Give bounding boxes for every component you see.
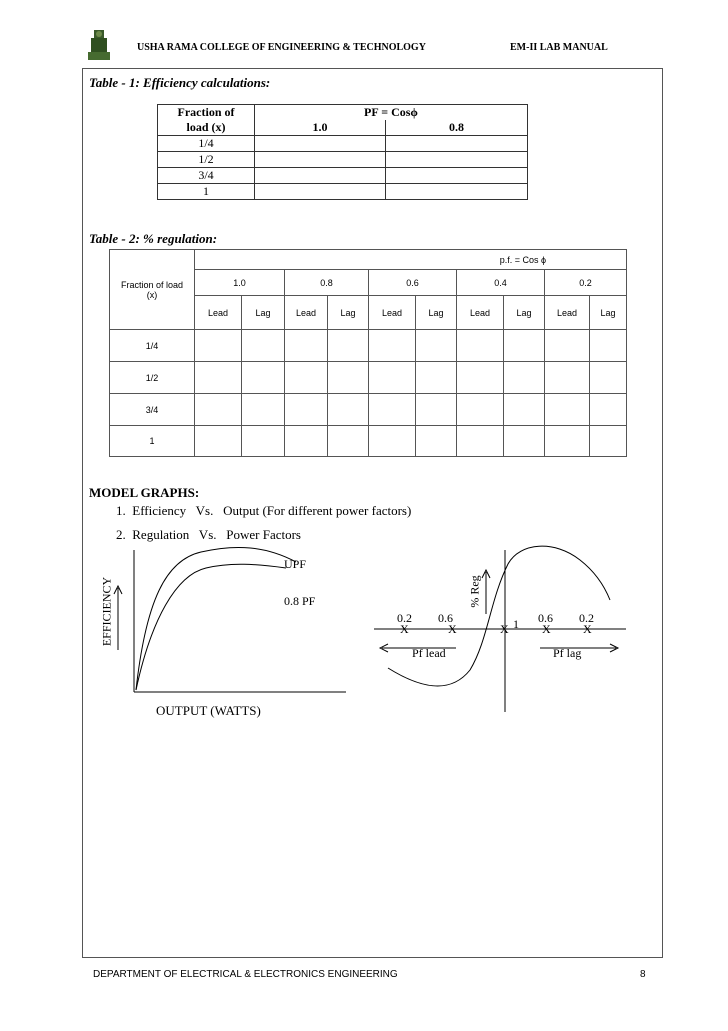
regulation-table <box>109 249 627 457</box>
table2-lead: Lead <box>285 296 328 330</box>
pf08-label: 0.8 PF <box>284 594 316 608</box>
table1-pf-value: 0.8 <box>386 120 528 136</box>
efficiency-table <box>157 104 528 200</box>
table1-row-label: 3/4 <box>158 168 255 184</box>
right-tick-label: 0.6 <box>538 611 553 625</box>
page-number: 8 <box>640 969 646 980</box>
table2-lag: Lag <box>242 296 285 330</box>
x-marker-icon: X <box>500 622 509 636</box>
table2-lag: Lag <box>328 296 369 330</box>
table2-pf-header: p.f. = Cos ϕ <box>195 250 627 270</box>
table1-fraction-header-2: load (x) <box>158 120 255 136</box>
regulation-ylabel: % Reg <box>467 575 482 608</box>
table2-pf-value: 0.6 <box>369 270 457 296</box>
pf-lead-label: Pf lead <box>412 646 446 660</box>
table1-caption: Table - 1: Efficiency calculations: <box>89 75 271 90</box>
header-college: USHA RAMA COLLEGE OF ENGINEERING & TECHNOLOGY <box>137 42 426 53</box>
left-tick-label: 0.2 <box>397 611 412 625</box>
x-marker-icon: X <box>583 622 592 636</box>
table2-fraction-header <box>110 250 195 330</box>
table2-lag: Lag <box>416 296 457 330</box>
model-graphs-item: 1. Efficiency Vs. Output (For different power factors) <box>116 503 412 518</box>
upf-curve <box>136 547 296 690</box>
table1-row-label: 1 <box>158 184 255 200</box>
table2-lag: Lag <box>590 296 627 330</box>
table2-row-label: 3/4 <box>110 394 195 426</box>
left-tick-label: 0.6 <box>438 611 453 625</box>
pf-lag-label: Pf lag <box>553 646 582 660</box>
efficiency-xlabel: OUTPUT (WATTS) <box>156 703 261 718</box>
center-tick-label: 1 <box>513 617 519 631</box>
table2-lag: Lag <box>504 296 545 330</box>
table2-pf-value: 0.2 <box>545 270 627 296</box>
table2-fraction-line2: (x) <box>146 289 158 300</box>
pf08-curve <box>136 564 286 690</box>
table2-pf-value: 0.8 <box>285 270 369 296</box>
efficiency-ylabel: EFFICIENCY <box>99 576 114 647</box>
x-marker-icon: X <box>542 622 551 636</box>
table1-pf-header: PF = Cosϕ <box>255 105 528 121</box>
model-graphs-item: 2. Regulation Vs. Power Factors <box>116 527 301 542</box>
table2-lead: Lead <box>369 296 416 330</box>
table1-fraction-header-1: Fraction of <box>158 105 255 121</box>
model-graphs-heading: MODEL GRAPHS: <box>89 485 200 500</box>
college-logo <box>86 28 112 62</box>
x-marker-icon: X <box>400 622 409 636</box>
footer-department: DEPARTMENT OF ELECTRICAL & ELECTRONICS ENGINEERING <box>93 969 398 980</box>
right-tick-label: 0.2 <box>579 611 594 625</box>
table2-row-label: 1/2 <box>110 362 195 394</box>
table1-row-label: 1/4 <box>158 136 255 152</box>
table2-caption: Table - 2: % regulation: <box>89 231 218 246</box>
regulation-curve <box>388 546 610 686</box>
table2-pf-value: 0.4 <box>457 270 545 296</box>
table2-lead: Lead <box>195 296 242 330</box>
table2-pf-value: 1.0 <box>195 270 285 296</box>
x-marker-icon: X <box>448 622 457 636</box>
upf-label: UPF <box>284 557 307 571</box>
efficiency-graph <box>96 540 356 730</box>
table2-row-label: 1 <box>110 426 195 457</box>
header-manual: EM-II LAB MANUAL <box>510 42 608 53</box>
table2-fraction-line1: Fraction of load <box>120 279 184 290</box>
table2-lead: Lead <box>545 296 590 330</box>
table2-row-label: 1/4 <box>110 330 195 362</box>
table1-pf-value: 1.0 <box>255 120 386 136</box>
table1-row-label: 1/2 <box>158 152 255 168</box>
table2-lead: Lead <box>457 296 504 330</box>
